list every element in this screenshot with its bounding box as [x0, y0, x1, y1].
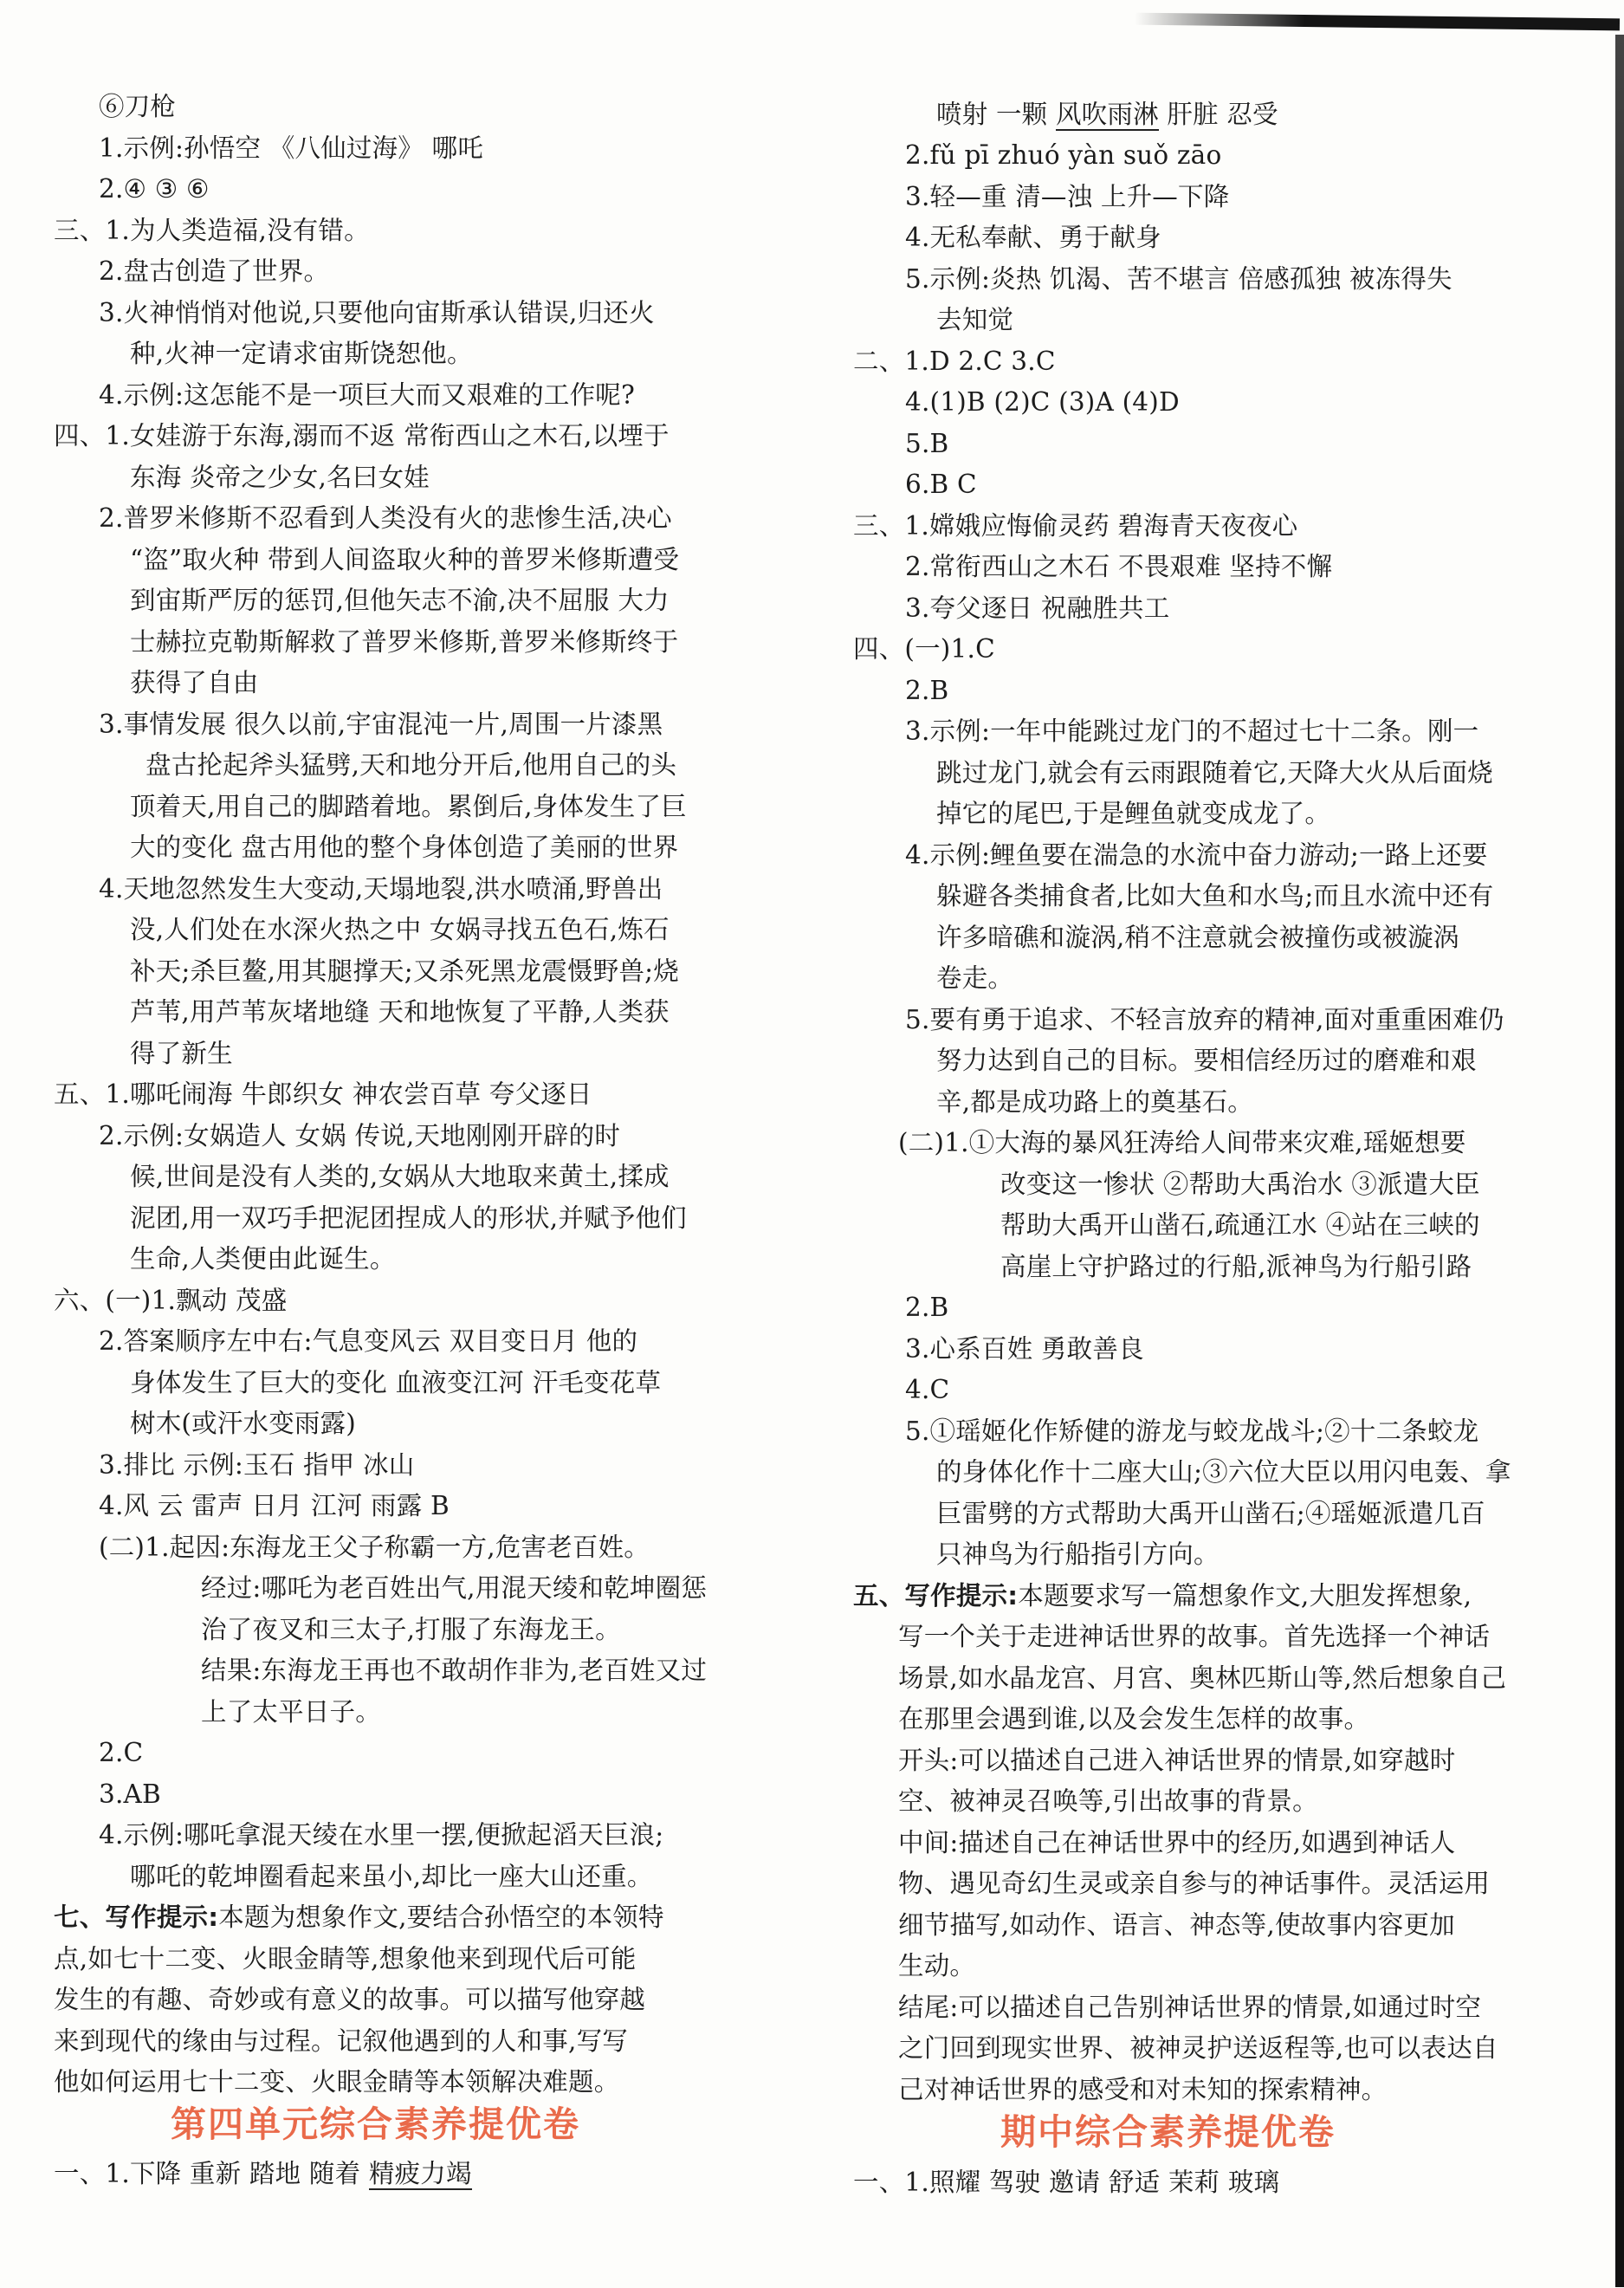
text-line: 5.示例:炎热 饥渴、苦不堪言 倍感孤独 被冻得失 [905, 264, 1453, 294]
text-line: 2.B [905, 676, 949, 705]
text-line: 经过:哪吒为老百姓出气,用混天绫和乾坤圈惩 [201, 1573, 708, 1603]
text-line: 跳过龙门,就会有云雨跟随着它,天降大火从后面烧 [936, 758, 1493, 788]
text-line: 一、1.照耀 驾驶 邀请 舒适 茉莉 玻璃 [853, 2168, 1280, 2197]
text-line: 2.答案顺序左中右:气息变风云 双目变日月 他的 [99, 1326, 638, 1356]
text-line: 生动。 [898, 1951, 976, 1980]
text-line: 四、1.女娃游于东海,溺而不返 常衔西山之木石,以堙于 [54, 421, 670, 450]
text-line: 1.示例:孙悟空 《八仙过海》 哪吒 [99, 133, 483, 163]
scan-edge-right [1615, 35, 1624, 2287]
text-line: 士赫拉克勒斯解救了普罗米修斯,普罗米修斯终于 [130, 627, 679, 657]
text-line: 2.C [99, 1738, 144, 1767]
text-line: 4.示例:哪吒拿混天绫在水里一摆,便掀起滔天巨浪; [99, 1820, 664, 1850]
text-line: 4.无私奉献、勇于献身 [905, 223, 1161, 252]
text-line: 点,如七十二变、火眼金睛等,想象他来到现代后可能 [54, 1944, 637, 1974]
text-line: 4.C [905, 1375, 950, 1404]
text-line: 结果:东海龙王再也不敢胡作非为,老百姓又过 [201, 1656, 708, 1685]
text-line: (二)1.起因:东海龙王父子称霸一方,危害老百姓。 [99, 1533, 650, 1562]
section-title-midterm: 期中综合素养提优卷 [1000, 2111, 1336, 2153]
text-line: 帮助大禹开山凿石,疏通江水 ④站在三峡的 [1000, 1210, 1480, 1240]
text-line: “盗”取火种 带到人间盗取火种的普罗米修斯遭受 [130, 545, 680, 574]
text-line: 2.普罗米修斯不忍看到人类没有火的悲惨生活,决心 [99, 503, 672, 533]
text-line: 细节描写,如动作、语言、神态等,使故事内容更加 [898, 1910, 1455, 1940]
text-line: 盘古抡起斧头猛劈,天和地分开后,他用自己的头 [146, 750, 677, 780]
text-line: 哪吒的乾坤圈看起来虽小,却比一座大山还重。 [130, 1862, 653, 1891]
text-line: 结尾:可以描述自己告别神话世界的情景,如通过时空 [898, 1993, 1482, 2022]
text-line: 之门回到现实世界、被神灵护送返程等,也可以表达自 [898, 2033, 1498, 2063]
text-line: 5.要有勇于追求、不轻言放弃的精神,面对重重困难仍 [905, 1005, 1504, 1034]
writing-tip-text: 本题要求写一篇想象作文,大胆发挥想象, [1018, 1581, 1472, 1611]
text-line: 己对神话世界的感受和对未知的探索精神。 [898, 2075, 1388, 2104]
writing-tip-label: 五、写作提示: [853, 1581, 1019, 1611]
text-line: 三、1.为人类造福,没有错。 [54, 216, 370, 245]
text-line: 3.示例:一年中能跳过龙门的不超过七十二条。刚一 [905, 716, 1479, 746]
text-line: 没,人们处在水深火热之中 女娲寻找五色石,炼石 [130, 915, 670, 944]
text-line: 辛,都是成功路上的奠基石。 [936, 1087, 1253, 1117]
text-line: 4.天地忽然发生大变动,天塌地裂,洪水喷涌,野兽出 [99, 874, 663, 904]
text-line: 开头:可以描述自己进入神话世界的情景,如穿越时 [898, 1746, 1456, 1775]
text-line: 掉它的尾巴,于是鲤鱼就变成龙了。 [936, 799, 1331, 828]
text-line: 3.火神悄悄对他说,只要他向宙斯承认错误,归还火 [99, 298, 655, 327]
section-title-unit4: 第四单元综合素养提优卷 [171, 2103, 580, 2145]
writing-tip-line [853, 1580, 1472, 1611]
text-line: 场景,如水晶龙宫、月宫、奥林匹斯山等,然后想象自己 [898, 1663, 1507, 1693]
text-line: 一、1.下降 重新 踏地 随着 精疲力竭 [54, 2159, 472, 2188]
text-line: 获得了自由 [130, 668, 259, 697]
text-line: 中间:描述自己在神话世界中的经历,如遇到神话人 [898, 1828, 1456, 1857]
text-line: 物、遇见奇幻生灵或亲自参与的神话事件。灵活运用 [898, 1869, 1491, 1898]
text-line: 4.示例:这怎能不是一项巨大而又艰难的工作呢? [99, 380, 636, 410]
text-line: 卷走。 [936, 963, 1014, 993]
text-line: 许多暗礁和漩涡,稍不注意就会被撞伤或被漩涡 [936, 923, 1459, 952]
text-line: 努力达到自己的目标。要相信经历过的磨难和艰 [936, 1046, 1477, 1075]
text-line: 3.事情发展 很久以前,宇宙混沌一片,周围一片漆黑 [99, 710, 663, 739]
text-line: 喷射 一颗 风吹雨淋 肝脏 忍受 [936, 100, 1278, 129]
text-line: 2.示例:女娲造人 女娲 传说,天地刚刚开辟的时 [99, 1121, 621, 1150]
text-line: 树木(或汗水变雨露) [130, 1409, 357, 1438]
text-line: 身体发生了巨大的变化 血液变江河 汗毛变花草 [130, 1368, 662, 1397]
text-line: 写一个关于走进神话世界的故事。首先选择一个神话 [898, 1622, 1491, 1651]
text-line: 东海 炎帝之少女,名曰女娃 [130, 463, 430, 492]
text-line: 3.夸父逐日 祝融胜共工 [905, 593, 1170, 623]
text-line: 种,火神一定请求宙斯饶恕他。 [130, 339, 473, 368]
text-line: 4.示例:鲤鱼要在湍急的水流中奋力游动;一路上还要 [905, 840, 1488, 870]
text-line: ⑥刀枪 [99, 92, 177, 121]
text-line: 去知觉 [936, 305, 1014, 334]
text-line: 二、1.D 2.C 3.C [853, 347, 1056, 376]
text-line: 2.常衔西山之木石 不畏艰难 坚持不懈 [905, 552, 1333, 581]
text-line: 芦苇,用芦苇灰堵地缝 天和地恢复了平静,人类获 [130, 997, 670, 1027]
text-line: 2.盘古创造了世界。 [99, 256, 330, 286]
text-line: 发生的有趣、奇妙或有意义的故事。可以描写他穿越 [54, 1985, 646, 2014]
text-line: 高崖上守护路过的行船,派神鸟为行船引路 [1000, 1252, 1472, 1281]
text-line: 空、被神灵召唤等,引出故事的背景。 [898, 1786, 1318, 1816]
text-line: 五、1.哪吒闹海 牛郎织女 神农尝百草 夸父逐日 [54, 1079, 592, 1109]
text-line: 补天;杀巨鳌,用其腿撑天;又杀死黑龙震慑野兽;烧 [130, 956, 679, 986]
text-line: 3.排比 示例:玉石 指甲 冰山 [99, 1450, 415, 1480]
writing-tip-text: 本题为想象作文,要结合孙悟空的本领特 [218, 1902, 664, 1932]
text-line: 到宙斯严厉的惩罚,但他矢志不渝,决不屈服 大力 [130, 586, 670, 615]
text-line: 躲避各类捕食者,比如大鱼和水鸟;而且水流中还有 [936, 881, 1494, 911]
text-line: 大的变化 盘古用他的整个身体创造了美丽的世界 [130, 833, 679, 862]
text-line: 三、1.嫦娥应悔偷灵药 碧海青天夜夜心 [853, 511, 1298, 541]
text-line: 5.B [905, 429, 949, 458]
writing-tip-line [54, 1902, 664, 1933]
text-line: 他如何运用七十二变、火眼金睛等本领解决难题。 [54, 2067, 620, 2097]
text-line: 来到现代的缘由与过程。记叙他遇到的人和事,写写 [54, 2026, 628, 2056]
text-line: 四、(一)1.C [853, 634, 995, 664]
text-line: 3.心系百姓 勇敢善良 [905, 1334, 1144, 1364]
text-line: 3.AB [99, 1779, 161, 1809]
text-line: 只神鸟为行船指引方向。 [936, 1539, 1220, 1569]
text-line: 6.B C [905, 470, 977, 499]
text-line: 顶着天,用自己的脚踏着地。累倒后,身体发生了巨 [130, 792, 687, 821]
text-line: 生命,人类便由此诞生。 [130, 1244, 396, 1274]
text-line: 上了太平日子。 [201, 1697, 381, 1727]
text-line: 2.④ ③ ⑥ [99, 174, 210, 204]
text-line: 六、(一)1.飘动 茂盛 [54, 1286, 288, 1315]
text-line: 4.(1)B (2)C (3)A (4)D [905, 387, 1180, 417]
text-line: 2.fǔ pī zhuó yàn suǒ zāo [905, 140, 1222, 170]
text-line: 候,世间是没有人类的,女娲从大地取来黄土,揉成 [130, 1162, 670, 1191]
scan-edge-top [1135, 13, 1620, 31]
text-line: 在那里会遇到谁,以及会发生怎样的故事。 [898, 1704, 1370, 1734]
text-line: 得了新生 [130, 1039, 233, 1068]
text-line: 改变这一惨状 ②帮助大禹治水 ③派遣大臣 [1000, 1170, 1480, 1199]
text-line: 的身体化作十二座大山;③六位大臣以用闪电轰、拿 [936, 1457, 1511, 1487]
text-line: 4.风 云 雷声 日月 江河 雨露 B [99, 1491, 450, 1520]
underlined-word: 精疲力竭 [368, 2159, 472, 2188]
underlined-word: 风吹雨淋 [1055, 100, 1159, 129]
text-line: (二)1.①大海的暴风狂涛给人间带来灾难,瑶姬想要 [898, 1128, 1466, 1157]
writing-tip-label: 七、写作提示: [54, 1902, 219, 1932]
text-line: 2.B [905, 1293, 949, 1322]
text-line: 巨雷劈的方式帮助大禹开山凿石;④瑶姬派遣几百 [936, 1499, 1485, 1528]
text-line: 治了夜叉和三太子,打服了东海龙王。 [201, 1615, 621, 1644]
text-line: 泥团,用一双巧手把泥团捏成人的形状,并赋予他们 [130, 1203, 687, 1233]
text-line: 5.①瑶姬化作矫健的游龙与蛟龙战斗;②十二条蛟龙 [905, 1416, 1479, 1446]
text-line: 3.轻—重 清—浊 上升—下降 [905, 182, 1230, 211]
